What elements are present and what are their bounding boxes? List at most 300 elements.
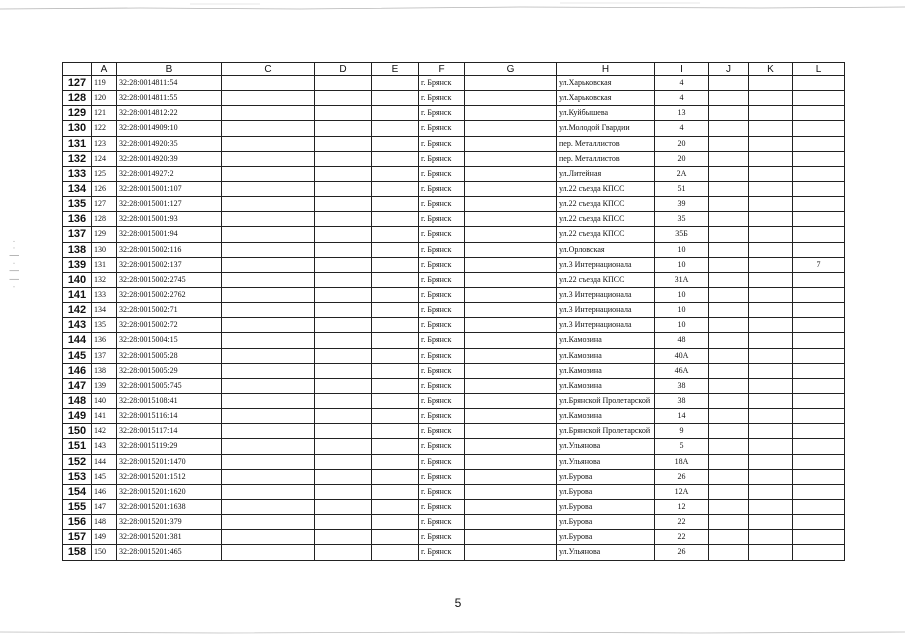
cell-g[interactable] [465,424,557,439]
cell-h[interactable]: ул.3 Интернационала [557,287,655,302]
cell-e[interactable] [372,212,419,227]
cell-a[interactable]: 137 [92,348,117,363]
cell-c[interactable] [222,242,315,257]
cell-g[interactable] [465,363,557,378]
cell-b[interactable]: 32:28:0015005:29 [117,363,222,378]
cell-e[interactable] [372,515,419,530]
cell-e[interactable] [372,287,419,302]
cell-h[interactable]: ул.Ульянова [557,454,655,469]
cell-a[interactable]: 120 [92,91,117,106]
cell-k[interactable] [749,439,793,454]
cell-k[interactable] [749,530,793,545]
cell-a[interactable]: 126 [92,181,117,196]
cell-k[interactable] [749,287,793,302]
cell-h[interactable]: пер. Металлистов [557,151,655,166]
cell-a[interactable]: 139 [92,378,117,393]
cell-e[interactable] [372,151,419,166]
cell-k[interactable] [749,121,793,136]
cell-c[interactable] [222,363,315,378]
cell-d[interactable] [315,484,372,499]
cell-g[interactable] [465,499,557,514]
cell-d[interactable] [315,409,372,424]
cell-i[interactable]: 31А [655,272,709,287]
cell-c[interactable] [222,439,315,454]
cell-f[interactable]: г. Брянск [419,76,465,91]
cell-b[interactable]: 32:28:0015004:15 [117,333,222,348]
cell-b[interactable]: 32:28:0015002:2762 [117,287,222,302]
cell-h[interactable]: ул.Ульянова [557,439,655,454]
cell-j[interactable] [709,106,749,121]
row-number[interactable]: 148 [63,393,92,408]
row-number[interactable]: 135 [63,197,92,212]
cell-l[interactable] [793,499,845,514]
cell-e[interactable] [372,91,419,106]
cell-g[interactable] [465,212,557,227]
cell-h[interactable]: ул.Орловская [557,242,655,257]
cell-a[interactable]: 140 [92,393,117,408]
cell-g[interactable] [465,393,557,408]
cell-d[interactable] [315,76,372,91]
cell-a[interactable]: 130 [92,242,117,257]
cell-h[interactable]: ул.Камозина [557,378,655,393]
cell-a[interactable]: 121 [92,106,117,121]
cell-c[interactable] [222,197,315,212]
cell-e[interactable] [372,76,419,91]
cell-d[interactable] [315,363,372,378]
row-number[interactable]: 153 [63,469,92,484]
cell-b[interactable]: 32:28:0015116:14 [117,409,222,424]
cell-l[interactable] [793,530,845,545]
cell-f[interactable]: г. Брянск [419,212,465,227]
cell-h[interactable]: пер. Металлистов [557,136,655,151]
cell-h[interactable]: ул.Брянской Пролетарской [557,393,655,408]
cell-h[interactable]: ул.Камозина [557,333,655,348]
row-number[interactable]: 133 [63,166,92,181]
cell-f[interactable]: г. Брянск [419,121,465,136]
cell-c[interactable] [222,318,315,333]
row-number[interactable]: 151 [63,439,92,454]
row-number[interactable]: 129 [63,106,92,121]
cell-l[interactable] [793,106,845,121]
cell-i[interactable]: 4 [655,91,709,106]
cell-g[interactable] [465,106,557,121]
cell-b[interactable]: 32:28:0015201:1512 [117,469,222,484]
cell-b[interactable]: 32:28:0015005:745 [117,378,222,393]
cell-d[interactable] [315,333,372,348]
cell-d[interactable] [315,91,372,106]
cell-g[interactable] [465,378,557,393]
cell-e[interactable] [372,499,419,514]
cell-a[interactable]: 141 [92,409,117,424]
cell-i[interactable]: 38 [655,378,709,393]
cell-b[interactable]: 32:28:0015002:71 [117,303,222,318]
cell-i[interactable]: 10 [655,242,709,257]
cell-b[interactable]: 32:28:0015001:94 [117,227,222,242]
cell-c[interactable] [222,393,315,408]
cell-l[interactable] [793,318,845,333]
cell-e[interactable] [372,303,419,318]
cell-d[interactable] [315,439,372,454]
cell-h[interactable]: ул.22 съезда КПСС [557,212,655,227]
cell-l[interactable] [793,197,845,212]
cell-f[interactable]: г. Брянск [419,515,465,530]
cell-j[interactable] [709,499,749,514]
row-number[interactable]: 150 [63,424,92,439]
cell-k[interactable] [749,212,793,227]
cell-d[interactable] [315,212,372,227]
cell-d[interactable] [315,257,372,272]
cell-i[interactable]: 12А [655,484,709,499]
cell-f[interactable]: г. Брянск [419,545,465,560]
cell-l[interactable] [793,212,845,227]
cell-a[interactable]: 129 [92,227,117,242]
cell-h[interactable]: ул.22 съезда КПСС [557,197,655,212]
cell-h[interactable]: ул.Молодой Гвардии [557,121,655,136]
column-header-e[interactable]: E [372,63,419,76]
cell-i[interactable]: 4 [655,76,709,91]
cell-i[interactable]: 35 [655,212,709,227]
cell-l[interactable] [793,91,845,106]
cell-d[interactable] [315,151,372,166]
cell-c[interactable] [222,166,315,181]
cell-c[interactable] [222,287,315,302]
cell-i[interactable]: 26 [655,469,709,484]
cell-i[interactable]: 10 [655,303,709,318]
cell-k[interactable] [749,454,793,469]
cell-f[interactable]: г. Брянск [419,106,465,121]
cell-j[interactable] [709,545,749,560]
row-number[interactable]: 139 [63,257,92,272]
column-header-d[interactable]: D [315,63,372,76]
cell-c[interactable] [222,409,315,424]
cell-c[interactable] [222,545,315,560]
cell-f[interactable]: г. Брянск [419,363,465,378]
cell-i[interactable]: 22 [655,515,709,530]
cell-k[interactable] [749,545,793,560]
cell-a[interactable]: 144 [92,454,117,469]
cell-e[interactable] [372,227,419,242]
cell-e[interactable] [372,378,419,393]
cell-d[interactable] [315,106,372,121]
cell-l[interactable] [793,303,845,318]
cell-c[interactable] [222,424,315,439]
cell-f[interactable]: г. Брянск [419,227,465,242]
cell-d[interactable] [315,166,372,181]
cell-k[interactable] [749,91,793,106]
cell-k[interactable] [749,363,793,378]
cell-g[interactable] [465,227,557,242]
cell-b[interactable]: 32:28:0014927:2 [117,166,222,181]
cell-k[interactable] [749,76,793,91]
cell-j[interactable] [709,409,749,424]
cell-j[interactable] [709,363,749,378]
cell-g[interactable] [465,287,557,302]
cell-f[interactable]: г. Брянск [419,287,465,302]
cell-a[interactable]: 131 [92,257,117,272]
cell-h[interactable]: ул.3 Интернационала [557,257,655,272]
cell-e[interactable] [372,439,419,454]
cell-i[interactable]: 10 [655,287,709,302]
cell-d[interactable] [315,530,372,545]
cell-b[interactable]: 32:28:0014920:35 [117,136,222,151]
cell-l[interactable]: 7 [793,257,845,272]
cell-d[interactable] [315,393,372,408]
cell-b[interactable]: 32:28:0014812:22 [117,106,222,121]
cell-f[interactable]: г. Брянск [419,303,465,318]
cell-k[interactable] [749,151,793,166]
cell-b[interactable]: 32:28:0014811:55 [117,91,222,106]
cell-h[interactable]: ул.Бурова [557,484,655,499]
cell-c[interactable] [222,515,315,530]
cell-i[interactable]: 2А [655,166,709,181]
cell-d[interactable] [315,136,372,151]
cell-a[interactable]: 122 [92,121,117,136]
cell-e[interactable] [372,166,419,181]
cell-k[interactable] [749,469,793,484]
cell-l[interactable] [793,378,845,393]
cell-j[interactable] [709,212,749,227]
cell-g[interactable] [465,530,557,545]
cell-c[interactable] [222,333,315,348]
cell-e[interactable] [372,318,419,333]
row-number[interactable]: 144 [63,333,92,348]
row-number[interactable]: 158 [63,545,92,560]
cell-c[interactable] [222,91,315,106]
cell-d[interactable] [315,272,372,287]
cell-d[interactable] [315,454,372,469]
row-number[interactable]: 147 [63,378,92,393]
row-number[interactable]: 146 [63,363,92,378]
cell-c[interactable] [222,136,315,151]
cell-a[interactable]: 119 [92,76,117,91]
cell-a[interactable]: 133 [92,287,117,302]
cell-j[interactable] [709,151,749,166]
cell-h[interactable]: ул.Литейная [557,166,655,181]
cell-g[interactable] [465,136,557,151]
cell-b[interactable]: 32:28:0015201:1638 [117,499,222,514]
cell-a[interactable]: 146 [92,484,117,499]
cell-b[interactable]: 32:28:0015001:127 [117,197,222,212]
cell-g[interactable] [465,257,557,272]
cell-c[interactable] [222,76,315,91]
cell-k[interactable] [749,257,793,272]
cell-j[interactable] [709,378,749,393]
cell-k[interactable] [749,166,793,181]
column-header-i[interactable]: I [655,63,709,76]
cell-i[interactable]: 5 [655,439,709,454]
cell-k[interactable] [749,181,793,196]
cell-g[interactable] [465,484,557,499]
cell-g[interactable] [465,197,557,212]
cell-l[interactable] [793,424,845,439]
cell-e[interactable] [372,106,419,121]
cell-b[interactable]: 32:28:0015201:381 [117,530,222,545]
cell-f[interactable]: г. Брянск [419,136,465,151]
cell-a[interactable]: 134 [92,303,117,318]
cell-k[interactable] [749,378,793,393]
cell-j[interactable] [709,181,749,196]
cell-i[interactable]: 40А [655,348,709,363]
cell-h[interactable]: ул.Камозина [557,409,655,424]
cell-i[interactable]: 35Б [655,227,709,242]
cell-b[interactable]: 32:28:0015002:2745 [117,272,222,287]
cell-j[interactable] [709,348,749,363]
row-number[interactable]: 156 [63,515,92,530]
cell-c[interactable] [222,303,315,318]
cell-d[interactable] [315,378,372,393]
cell-k[interactable] [749,484,793,499]
cell-j[interactable] [709,257,749,272]
cell-d[interactable] [315,515,372,530]
row-number[interactable]: 138 [63,242,92,257]
cell-a[interactable]: 127 [92,197,117,212]
cell-i[interactable]: 46А [655,363,709,378]
cell-h[interactable]: ул.Харьковская [557,76,655,91]
cell-j[interactable] [709,454,749,469]
cell-a[interactable]: 123 [92,136,117,151]
cell-l[interactable] [793,545,845,560]
cell-j[interactable] [709,393,749,408]
cell-e[interactable] [372,469,419,484]
cell-b[interactable]: 32:28:0014920:39 [117,151,222,166]
cell-k[interactable] [749,303,793,318]
cell-f[interactable]: г. Брянск [419,318,465,333]
cell-k[interactable] [749,409,793,424]
column-header-j[interactable]: J [709,63,749,76]
cell-b[interactable]: 32:28:0015117:14 [117,424,222,439]
cell-b[interactable]: 32:28:0015201:465 [117,545,222,560]
row-number[interactable]: 143 [63,318,92,333]
cell-b[interactable]: 32:28:0015108:41 [117,393,222,408]
cell-h[interactable]: ул.Брянской Пролетарской [557,424,655,439]
cell-e[interactable] [372,530,419,545]
cell-g[interactable] [465,515,557,530]
cell-a[interactable]: 136 [92,333,117,348]
cell-a[interactable]: 124 [92,151,117,166]
cell-b[interactable]: 32:28:0015201:379 [117,515,222,530]
cell-c[interactable] [222,257,315,272]
cell-j[interactable] [709,484,749,499]
cell-j[interactable] [709,303,749,318]
cell-i[interactable]: 38 [655,393,709,408]
cell-g[interactable] [465,545,557,560]
cell-g[interactable] [465,121,557,136]
cell-h[interactable]: ул.Харьковская [557,91,655,106]
cell-h[interactable]: ул.Бурова [557,499,655,514]
cell-j[interactable] [709,166,749,181]
cell-l[interactable] [793,348,845,363]
cell-f[interactable]: г. Брянск [419,166,465,181]
cell-j[interactable] [709,515,749,530]
cell-j[interactable] [709,121,749,136]
row-number[interactable]: 149 [63,409,92,424]
cell-j[interactable] [709,242,749,257]
cell-i[interactable]: 20 [655,136,709,151]
cell-k[interactable] [749,318,793,333]
cell-c[interactable] [222,212,315,227]
cell-e[interactable] [372,545,419,560]
column-header-h[interactable]: H [557,63,655,76]
cell-d[interactable] [315,242,372,257]
cell-c[interactable] [222,348,315,363]
cell-b[interactable]: 32:28:0015001:93 [117,212,222,227]
cell-i[interactable]: 22 [655,530,709,545]
cell-c[interactable] [222,181,315,196]
cell-d[interactable] [315,181,372,196]
row-number[interactable]: 130 [63,121,92,136]
cell-l[interactable] [793,181,845,196]
cell-c[interactable] [222,121,315,136]
cell-d[interactable] [315,318,372,333]
cell-f[interactable]: г. Брянск [419,530,465,545]
cell-e[interactable] [372,348,419,363]
cell-k[interactable] [749,242,793,257]
cell-h[interactable]: ул.Ульянова [557,545,655,560]
cell-k[interactable] [749,333,793,348]
cell-l[interactable] [793,363,845,378]
cell-h[interactable]: ул.Бурова [557,530,655,545]
row-number[interactable]: 152 [63,454,92,469]
cell-l[interactable] [793,333,845,348]
cell-g[interactable] [465,333,557,348]
cell-k[interactable] [749,272,793,287]
cell-a[interactable]: 135 [92,318,117,333]
cell-g[interactable] [465,303,557,318]
cell-f[interactable]: г. Брянск [419,484,465,499]
cell-l[interactable] [793,121,845,136]
cell-f[interactable]: г. Брянск [419,91,465,106]
cell-c[interactable] [222,530,315,545]
cell-f[interactable]: г. Брянск [419,499,465,514]
row-number[interactable]: 157 [63,530,92,545]
cell-c[interactable] [222,106,315,121]
cell-e[interactable] [372,121,419,136]
cell-i[interactable]: 26 [655,545,709,560]
column-header-l[interactable]: L [793,63,845,76]
cell-f[interactable]: г. Брянск [419,409,465,424]
cell-c[interactable] [222,378,315,393]
column-header-c[interactable]: C [222,63,315,76]
cell-e[interactable] [372,363,419,378]
cell-e[interactable] [372,181,419,196]
cell-c[interactable] [222,272,315,287]
cell-i[interactable]: 10 [655,318,709,333]
cell-i[interactable]: 20 [655,151,709,166]
cell-l[interactable] [793,439,845,454]
cell-d[interactable] [315,227,372,242]
cell-a[interactable]: 148 [92,515,117,530]
cell-k[interactable] [749,136,793,151]
cell-d[interactable] [315,424,372,439]
cell-j[interactable] [709,469,749,484]
cell-j[interactable] [709,227,749,242]
cell-b[interactable]: 32:28:0015002:116 [117,242,222,257]
row-number[interactable]: 142 [63,303,92,318]
cell-a[interactable]: 125 [92,166,117,181]
cell-f[interactable]: г. Брянск [419,454,465,469]
cell-b[interactable]: 32:28:0015201:1620 [117,484,222,499]
cell-j[interactable] [709,333,749,348]
cell-a[interactable]: 132 [92,272,117,287]
row-number[interactable]: 154 [63,484,92,499]
cell-e[interactable] [372,257,419,272]
cell-j[interactable] [709,424,749,439]
cell-i[interactable]: 4 [655,121,709,136]
cell-l[interactable] [793,515,845,530]
row-number[interactable]: 155 [63,499,92,514]
cell-f[interactable]: г. Брянск [419,439,465,454]
cell-b[interactable]: 32:28:0015002:72 [117,318,222,333]
